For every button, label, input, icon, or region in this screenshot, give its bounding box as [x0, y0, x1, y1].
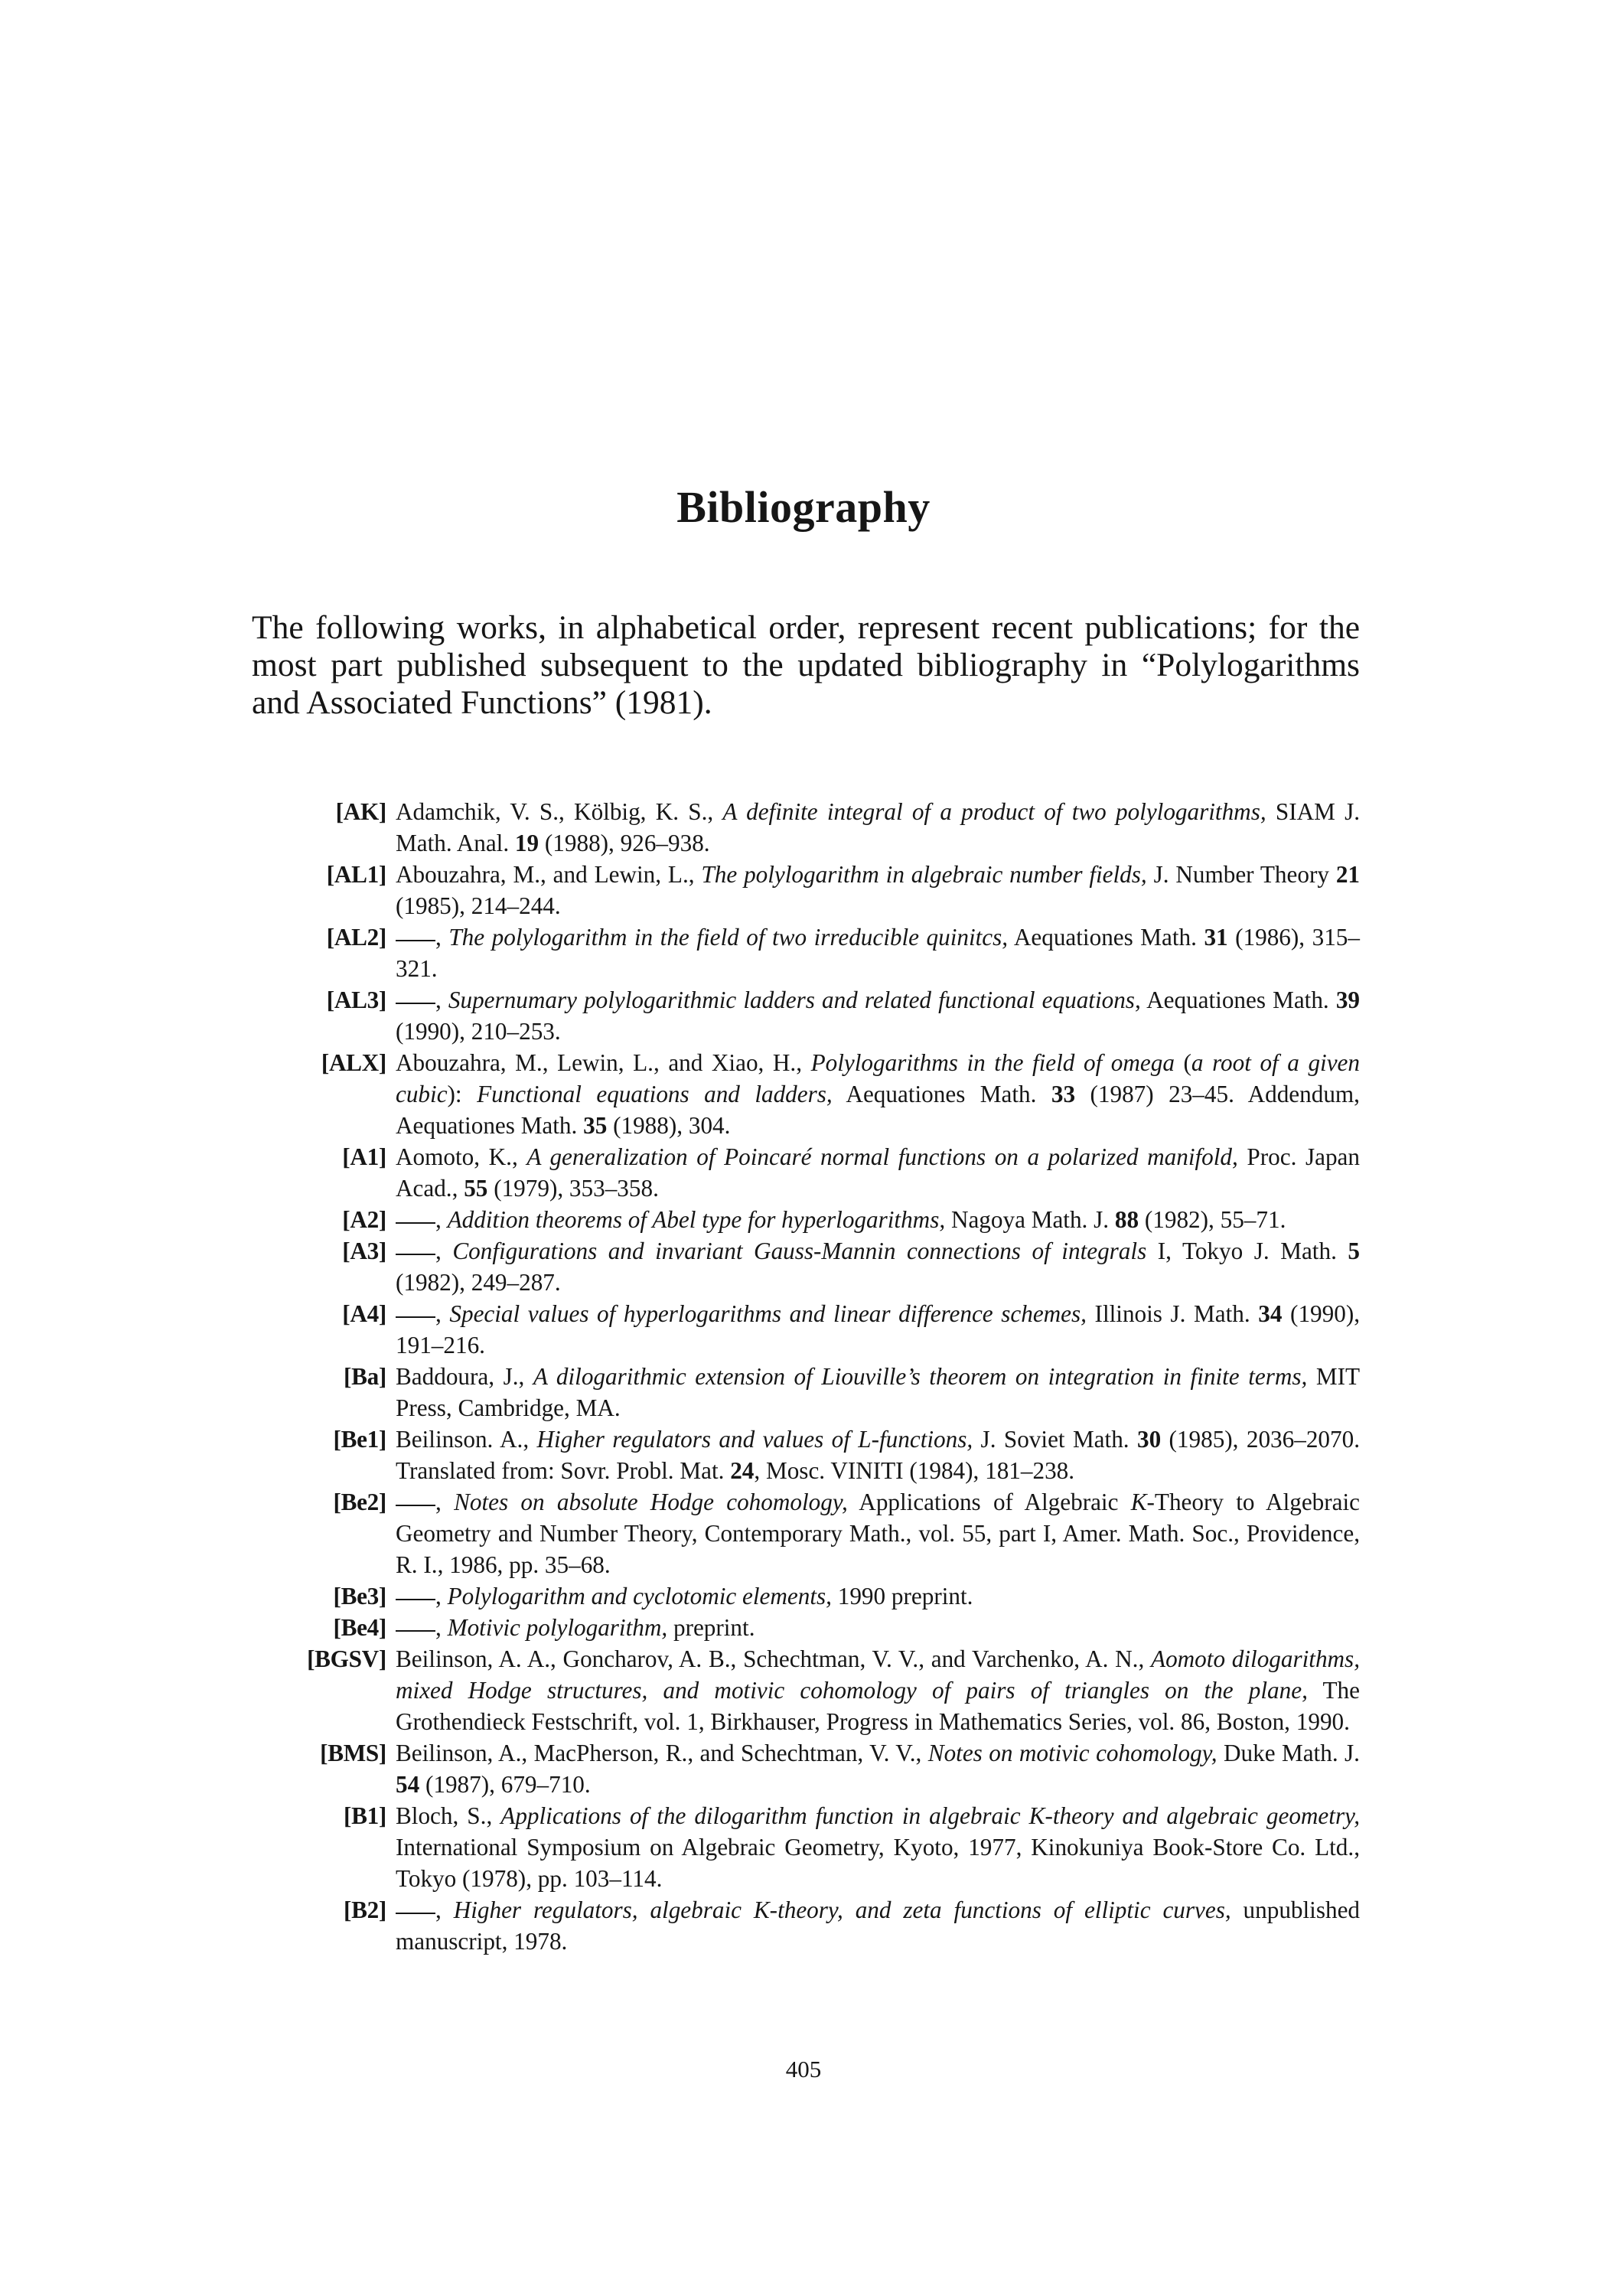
reference-segment: ):: [447, 1081, 478, 1107]
reference-segment: Beilinson, A., MacPherson, R., and Schechtman, V. V.,: [396, 1740, 928, 1766]
reference-key: [AL2]: [326, 924, 386, 951]
reference-title: A generalization of Poincaré normal functions on a polarized manifold,: [526, 1143, 1238, 1170]
reference-segment: , Mosc. VINITI (1984), 181–238.: [754, 1457, 1075, 1484]
reference-segment: (1988), 304.: [607, 1112, 731, 1139]
reference-title: The polylogarithm in algebraic number fields,: [701, 861, 1147, 888]
reference-segment: (1987) 23–45. Addendum, Aequationes Math.: [396, 1081, 1360, 1139]
reference-key: [Be1]: [333, 1426, 386, 1453]
reference-segment: Beilinson. A.,: [396, 1426, 537, 1453]
same-author-rule: [396, 1599, 435, 1600]
reference-key: [Be4]: [333, 1614, 386, 1641]
reference-title: Applications of the dilogarithm function in algebraic K-theory and algebraic geometry,: [500, 1802, 1360, 1829]
same-author-rule: [396, 1505, 435, 1506]
reference-segment: (1986), 315–321.: [396, 924, 1360, 982]
reference-segment: (1979), 353–358.: [487, 1175, 659, 1202]
reference-title: Configurations and invariant Gauss-Mannin connections of integrals: [452, 1238, 1147, 1264]
reference-text: [396, 1141, 1360, 1204]
reference-entry: [295, 1737, 1360, 1800]
reference-volume: 21: [1335, 861, 1360, 888]
reference-entry: [295, 1235, 1360, 1298]
reference-segment: ,: [435, 1300, 450, 1327]
reference-segment: Aequationes Math.: [1140, 987, 1336, 1013]
reference-title: Functional equations and ladders,: [477, 1081, 833, 1107]
reference-title: The polylogarithm in the field of two irreducible quinitcs,: [448, 924, 1009, 951]
reference-volume: 39: [1335, 987, 1360, 1013]
reference-entry: [295, 1486, 1360, 1580]
reference-segment: Aequationes Math.: [832, 1081, 1051, 1107]
reference-text: [396, 1486, 1360, 1580]
reference-key: [AL1]: [326, 861, 386, 888]
reference-segment: Proc. Japan Acad.,: [396, 1143, 1360, 1202]
reference-title: A definite integral of a product of two polylogarithms,: [722, 798, 1266, 825]
reference-key: [B2]: [344, 1896, 386, 1923]
reference-entry: [295, 796, 1360, 859]
same-author-rule: [396, 1316, 435, 1318]
reference-title: Supernumary polylogarithmic ladders and related functional equations,: [448, 987, 1141, 1013]
reference-key: [AL3]: [326, 987, 386, 1013]
reference-text: [396, 984, 1360, 1047]
reference-title: Motivic polylogarithm,: [447, 1614, 668, 1641]
reference-segment: (1990), 191–216.: [396, 1300, 1361, 1358]
reference-segment: (1988), 926–938.: [539, 830, 710, 856]
same-author-rule: [396, 1913, 435, 1914]
reference-segment: (1990), 210–253.: [396, 1018, 561, 1045]
reference-segment: J. Number Theory: [1146, 861, 1336, 888]
reference-segment: Adamchik, V. S., Kölbig, K. S.,: [396, 798, 723, 825]
reference-volume: 34: [1258, 1300, 1283, 1327]
reference-segment: Nagoya Math. J.: [945, 1206, 1115, 1233]
reference-text: [396, 1235, 1360, 1298]
reference-segment: The Grothendieck Festschrift, vol. 1, Birkhauser, Progress in Mathematics Series, vol. 86, Boston, 1990.: [396, 1677, 1360, 1735]
reference-segment: ,: [435, 1489, 455, 1515]
reference-entry: [295, 1204, 1360, 1235]
reference-segment: (1982), 55–71.: [1139, 1206, 1286, 1233]
reference-key: [AK]: [335, 798, 386, 825]
reference-list: [295, 796, 1360, 1957]
reference-title: Notes on motivic cohomology,: [927, 1740, 1217, 1766]
reference-text: [396, 796, 1360, 859]
reference-segment: Aomoto, K.,: [396, 1143, 527, 1170]
reference-text: [396, 1298, 1360, 1361]
reference-segment: J. Soviet Math.: [973, 1426, 1137, 1453]
reference-title: Addition theorems of Abel type for hyperlogarithms,: [447, 1206, 946, 1233]
reference-title: Polylogarithms in the field of omega: [810, 1049, 1175, 1076]
reference-segment: -Theory to Algebraic Geometry and Number Theory, Contemporary Math., vol. 55, part I, Amer. Math. Soc., Providence, R. I., 1986, pp. 35–68.: [396, 1489, 1361, 1578]
reference-text: [396, 859, 1360, 921]
same-author-rule: [396, 1222, 435, 1224]
reference-key: [A2]: [342, 1206, 386, 1233]
reference-segment: unpublished manuscript, 1978.: [396, 1896, 1361, 1955]
reference-segment: (1982), 249–287.: [396, 1269, 561, 1296]
reference-segment: ,: [435, 1614, 448, 1641]
reference-segment: ,: [435, 1238, 453, 1264]
reference-volume: 55: [464, 1175, 488, 1202]
page-title: Bibliography: [676, 482, 931, 532]
reference-title: Higher regulators and values of L-functions,: [536, 1426, 973, 1453]
reference-segment: International Symposium on Algebraic Geometry, Kyoto, 1977, Kinokuniya Book-Store Co. Ltd., Tokyo (1978), pp. 103–114.: [396, 1834, 1360, 1892]
reference-title: Higher regulators, algebraic K-theory, and zeta functions of elliptic curves,: [453, 1896, 1231, 1923]
reference-title: Aomoto dilogarithms, mixed Hodge structures, and motivic cohomology of pairs of triangles on the plane,: [396, 1645, 1360, 1704]
reference-text: [396, 1894, 1360, 1957]
reference-text: [396, 1424, 1360, 1486]
page-number: 405: [785, 2056, 822, 2082]
reference-key: [BGSV]: [307, 1645, 386, 1672]
reference-text: [396, 1047, 1360, 1141]
reference-segment: I, Tokyo J. Math.: [1146, 1238, 1348, 1264]
reference-text: [396, 1612, 1360, 1643]
reference-text: [396, 1204, 1360, 1235]
reference-segment: Bloch, S.,: [396, 1802, 501, 1829]
reference-volume: 24: [730, 1457, 755, 1484]
reference-segment: 1990 preprint.: [831, 1583, 973, 1609]
reference-segment: Abouzahra, M., and Lewin, L.,: [396, 861, 702, 888]
reference-key: [Ba]: [344, 1363, 386, 1390]
reference-segment: (1987), 679–710.: [419, 1771, 591, 1798]
reference-entry: [295, 1894, 1360, 1957]
reference-title: K: [1130, 1489, 1147, 1515]
reference-entry: [295, 1047, 1360, 1141]
reference-key: [A3]: [342, 1238, 386, 1264]
same-author-rule: [396, 1630, 435, 1632]
reference-key: [Be3]: [333, 1583, 386, 1609]
reference-entry: [295, 1800, 1360, 1894]
reference-segment: MIT Press, Cambridge, MA.: [396, 1363, 1361, 1421]
reference-title: Polylogarithm and cyclotomic elements,: [447, 1583, 832, 1609]
same-author-rule: [396, 940, 435, 941]
reference-entry: [295, 1612, 1360, 1643]
reference-volume: 54: [396, 1771, 420, 1798]
reference-key: [BMS]: [320, 1740, 386, 1766]
reference-volume: 35: [583, 1112, 608, 1139]
reference-segment: Applications of Algebraic: [847, 1489, 1131, 1515]
reference-segment: (1985), 214–244.: [396, 892, 561, 919]
reference-segment: Baddoura, J.,: [396, 1363, 533, 1390]
reference-volume: 5: [1348, 1238, 1361, 1264]
reference-volume: 30: [1136, 1426, 1162, 1453]
reference-key: [Be2]: [333, 1489, 386, 1515]
reference-segment: SIAM J. Math. Anal.: [396, 798, 1360, 856]
reference-entry: [295, 859, 1360, 921]
reference-key: [ALX]: [321, 1049, 386, 1076]
reference-volume: 88: [1114, 1206, 1139, 1233]
reference-text: [396, 1580, 1360, 1612]
reference-segment: Beilinson, A. A., Goncharov, A. B., Schechtman, V. V., and Varchenko, A. N.,: [396, 1645, 1152, 1672]
reference-segment: Illinois J. Math.: [1086, 1300, 1259, 1327]
reference-key: [A4]: [342, 1300, 386, 1327]
reference-segment: preprint.: [667, 1614, 755, 1641]
reference-segment: ,: [435, 1583, 448, 1609]
reference-title: a root of a given cubic: [396, 1049, 1360, 1107]
reference-segment: (1985), 2036–2070. Translated from: Sovr. Probl. Mat.: [396, 1426, 1360, 1484]
reference-entry: [295, 921, 1360, 984]
same-author-rule: [396, 1254, 435, 1255]
reference-segment: Duke Math. J.: [1217, 1740, 1360, 1766]
reference-text: [396, 1800, 1360, 1894]
reference-key: [A1]: [342, 1143, 386, 1170]
reference-segment: ,: [435, 1206, 448, 1233]
reference-segment: ,: [435, 1896, 454, 1923]
reference-volume: 33: [1051, 1081, 1076, 1107]
reference-entry: [295, 984, 1360, 1047]
reference-text: [396, 1643, 1360, 1737]
reference-text: [396, 921, 1360, 984]
reference-entry: [295, 1141, 1360, 1204]
reference-title: A dilogarithmic extension of Liouville’s theorem on integration in finite terms,: [533, 1363, 1308, 1390]
reference-text: [396, 1361, 1360, 1424]
reference-title: Special values of hyperlogarithms and linear difference schemes,: [449, 1300, 1087, 1327]
same-author-rule: [396, 1003, 435, 1004]
reference-entry: [295, 1580, 1360, 1612]
reference-text: [396, 1737, 1360, 1800]
reference-entry: [295, 1643, 1360, 1737]
reference-key: [B1]: [344, 1802, 386, 1829]
reference-segment: ,: [435, 924, 449, 951]
reference-title: Notes on absolute Hodge cohomology,: [454, 1489, 848, 1515]
intro-paragraph: The following works, in alphabetical order, represent recent publications; for the most part published subsequent to the updated bibliography in “Polylogarithms and Associated Functions” (1981).: [252, 609, 1360, 721]
reference-segment: ,: [435, 987, 448, 1013]
reference-entry: [295, 1298, 1360, 1361]
reference-entry: [295, 1361, 1360, 1424]
reference-volume: 31: [1204, 924, 1228, 951]
reference-entry: [295, 1424, 1360, 1486]
reference-segment: (: [1174, 1049, 1191, 1076]
reference-volume: 19: [514, 830, 539, 856]
reference-segment: Abouzahra, M., Lewin, L., and Xiao, H.,: [396, 1049, 811, 1076]
reference-segment: Aequationes Math.: [1008, 924, 1204, 951]
